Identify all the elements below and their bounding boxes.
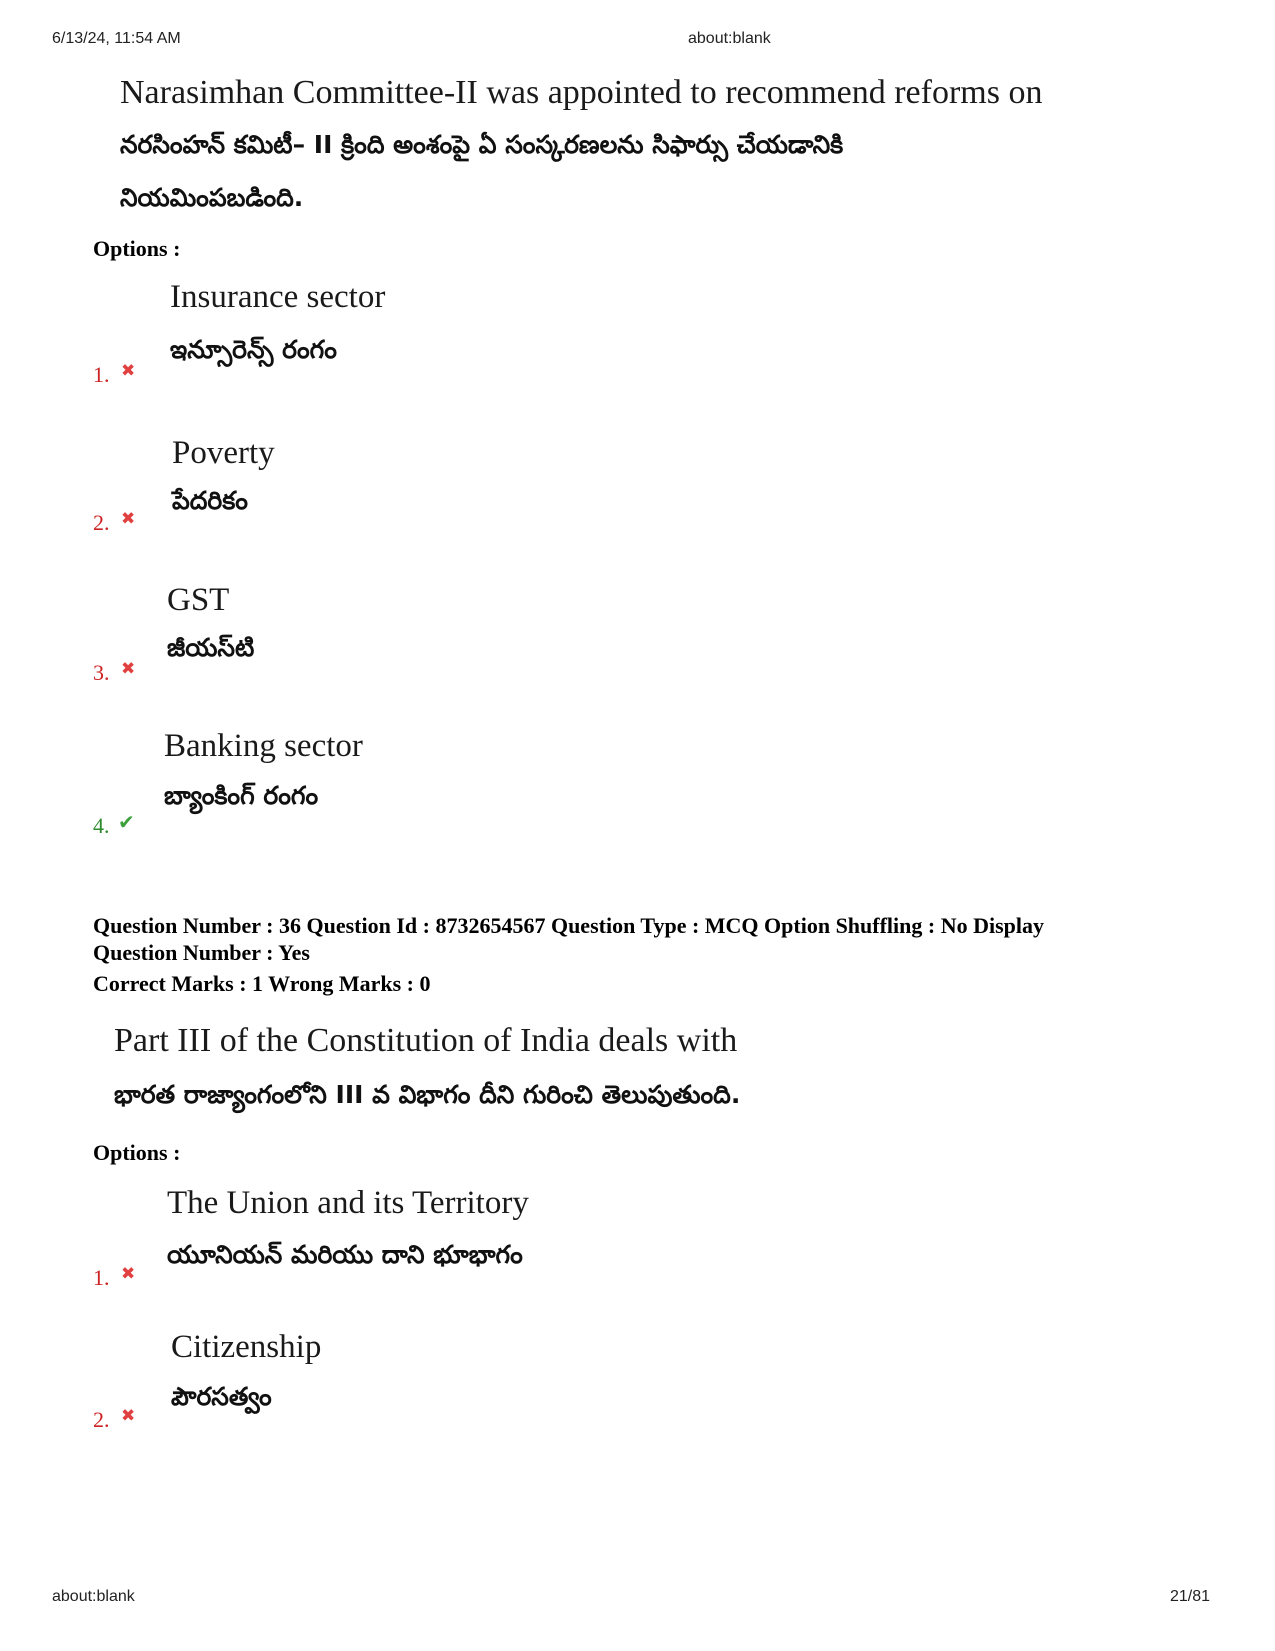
question-text-telugu-cont: నియమింపబడింది.	[120, 183, 304, 212]
options-label: Options :	[93, 1140, 181, 1165]
print-page-title: about:blank	[688, 30, 771, 47]
question-marks: Correct Marks : 1 Wrong Marks : 0	[93, 971, 431, 996]
option-text-telugu: ఇన్సూరెన్స్ రంగం	[170, 335, 337, 364]
option-text-telugu: జీయస్‌టి	[167, 633, 255, 662]
cross-icon: ✖	[121, 659, 136, 679]
option-text-english: Banking sector	[164, 728, 363, 764]
option-text-english: The Union and its Territory	[167, 1185, 529, 1221]
question-text-telugu: భారత రాజ్యాంగంలోని III వ విభాగం దీని గురించి తెలుపుతుంది.	[114, 1080, 741, 1109]
option-text-english: Poverty	[172, 435, 275, 471]
option-number: 3.	[93, 660, 110, 685]
option-text-telugu: పేదరికం	[172, 486, 248, 515]
option-number: 4.	[93, 813, 110, 838]
option-text-telugu: బ్యాంకింగ్ రంగం	[164, 781, 319, 810]
option-number: 2.	[93, 1407, 110, 1432]
cross-icon: ✖	[121, 1406, 136, 1426]
option-text-english: GST	[167, 582, 230, 618]
print-footer-url: about:blank	[52, 1588, 135, 1605]
cross-icon: ✖	[121, 1264, 136, 1284]
option-number: 1.	[93, 1265, 110, 1290]
cross-icon: ✖	[121, 509, 136, 529]
question-meta-cont: Question Number : Yes	[93, 940, 310, 965]
option-text-telugu: యూనియన్ మరియు దాని భూభాగం	[167, 1240, 523, 1269]
option-number: 2.	[93, 510, 110, 535]
print-page-number: 21/81	[1170, 1588, 1211, 1605]
question-text-english: Narasimhan Committee-II was appointed to recommend reforms on	[120, 74, 1043, 111]
options-label: Options :	[93, 236, 181, 261]
question-text-english: Part III of the Constitution of India deals with	[114, 1022, 738, 1059]
option-number: 1.	[93, 362, 110, 387]
question-meta: Question Number : 36 Question Id : 8732654567 Question Type : MCQ Option Shuffling : No Display	[93, 913, 1045, 938]
check-icon: ✔	[118, 810, 135, 834]
option-text-telugu: పౌరసత్వం	[171, 1382, 272, 1411]
print-datetime: 6/13/24, 11:54 AM	[52, 30, 181, 47]
option-text-english: Insurance sector	[170, 279, 386, 315]
option-text-english: Citizenship	[171, 1329, 322, 1365]
cross-icon: ✖	[121, 361, 136, 381]
question-text-telugu: నరసింహన్ కమిటీ– II క్రింది అంశంపై ఏ సంస్కరణలను సిఫార్సు చేయడానికి	[120, 130, 844, 159]
